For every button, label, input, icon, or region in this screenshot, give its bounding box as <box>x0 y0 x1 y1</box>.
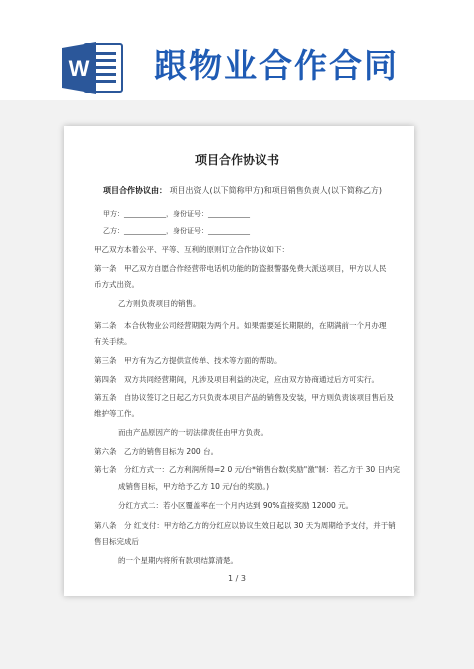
body-line: 乙方则负责项目的销售。 <box>118 299 201 308</box>
body-line: 售目标完成后 <box>94 537 139 546</box>
body-line: 第三条 甲方有为乙方提供宣传单、技术等方面的帮助。 <box>94 356 282 365</box>
body-line: 第四条 双方共同经营期间，凡涉及项目利益的决定，应由双方协商通过后方可实行。 <box>94 375 379 384</box>
banner <box>0 0 474 100</box>
body-line: 的一个星期内将所有款项结算清楚。 <box>118 556 238 565</box>
party-b-line: 乙方：____________，身份证号：____________ <box>103 227 250 235</box>
intro-text: 项目出资人(以下简称甲方)和项目销售负责人(以下简称乙方) <box>169 186 383 195</box>
body-line: 维护等工作。 <box>94 409 139 418</box>
body-line: 第二条 本合伙物业公司经营期限为两个月。如果需要延长期限的，在期满前一个月办理 <box>94 321 387 330</box>
body-line: 而由产品原因产的一切法律责任由甲方负责。 <box>118 428 268 437</box>
intro-label: 项目合作协议由： <box>103 186 167 195</box>
document-title: 项目合作协议书 <box>194 153 279 167</box>
body-line: 第一条 甲乙双方自愿合作经营带电话机功能的防盗报警器免费大派送项目，甲方以人民 <box>94 264 387 273</box>
body-line: 第六条 乙方的销售目标为 200 台。 <box>94 447 219 456</box>
intro-paragraph <box>103 185 403 197</box>
body-line: 成销售目标，甲方给予乙方 10 元/台的奖励。) <box>118 482 270 491</box>
body-line: 分红方式二：若小区覆盖率在一个月内达到 90%直接奖励 12000 元。 <box>118 501 354 510</box>
body-line: 第八条 分 红支付：甲方给乙方的分红应以协议生效日起以 30 天为周期给予支付，并于销 <box>94 521 396 530</box>
party-a-line: 甲方：____________，身份证号：____________ <box>103 210 250 218</box>
body-line: 有关手续。 <box>94 337 132 346</box>
page-number: 1 / 3 <box>228 574 246 583</box>
word-icon <box>62 40 124 96</box>
banner-title: 跟物业合作合同 <box>154 46 399 85</box>
body-line: 第七条 分红方式一：乙方利润所得=2 0 元/台*销售台数(奖励"激"制：若乙方于 30 日内完 <box>94 465 401 474</box>
svg-text:W: W <box>68 56 90 81</box>
body-line: 币方式出资。 <box>94 280 139 289</box>
body-line: 甲乙双方本着公平、平等、互利的原则订立合作协议如下： <box>94 245 289 254</box>
body-line: 第五条 自协议签订之日起乙方只负责本项目产品的销售及安装，甲方则负责该项目售后及 <box>94 393 394 402</box>
